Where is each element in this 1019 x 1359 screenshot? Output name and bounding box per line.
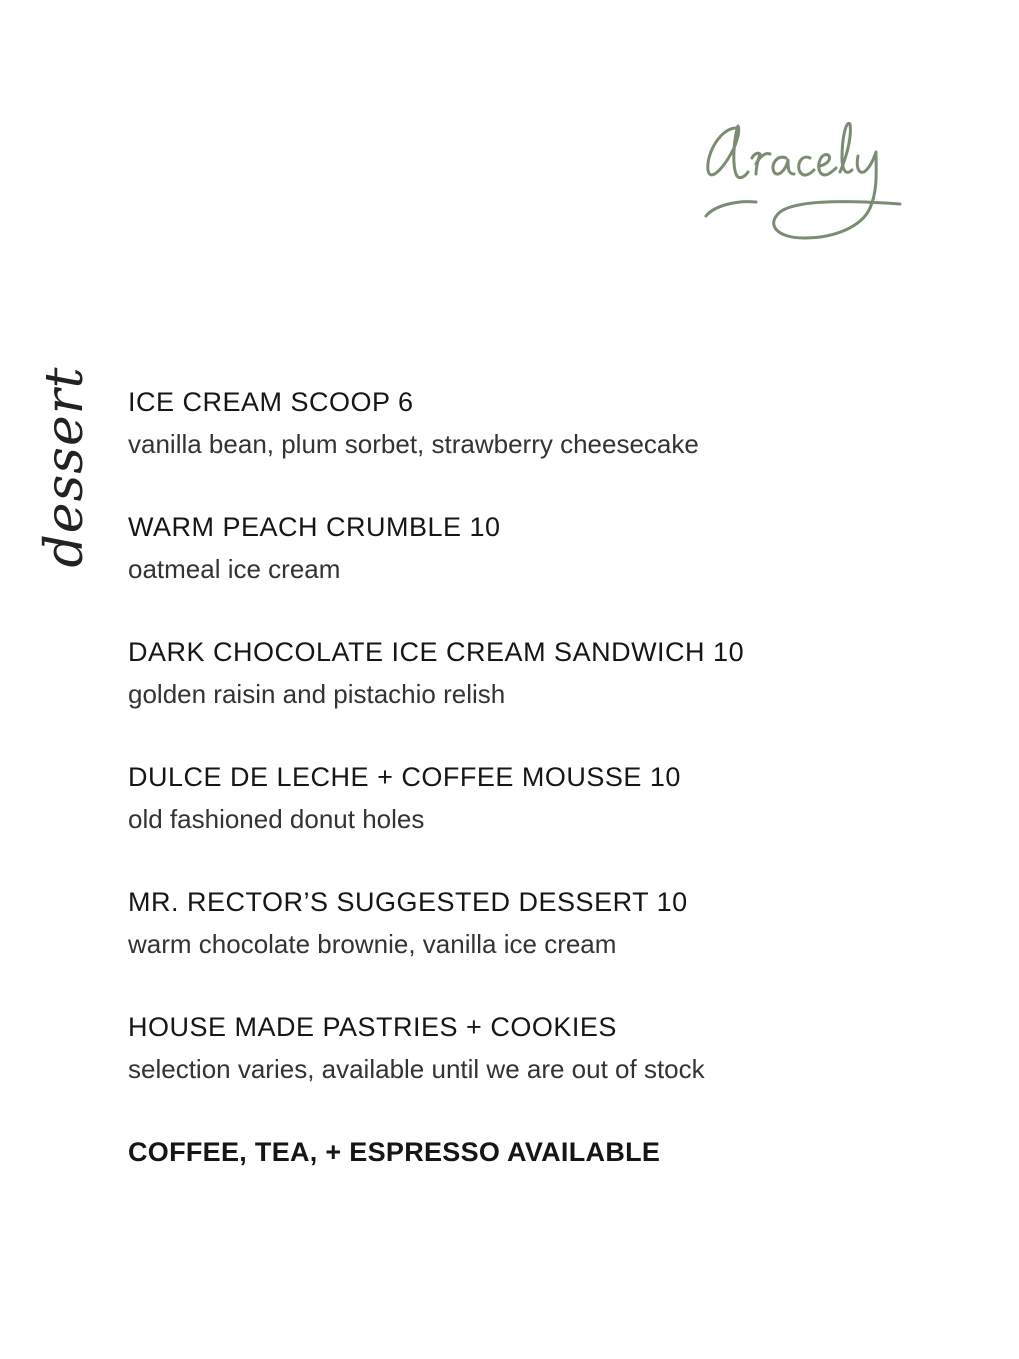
item-description: selection varies, available until we are out of stock	[128, 1054, 705, 1084]
menu-item	[128, 759, 928, 884]
menu-item	[128, 384, 928, 509]
item-description: warm chocolate brownie, vanilla ice cream	[128, 929, 617, 959]
menu-item	[128, 509, 928, 634]
dessert-menu	[128, 384, 928, 1170]
item-description: golden raisin and pistachio relish	[128, 679, 506, 709]
item-name: WARM PEACH CRUMBLE 10	[128, 512, 501, 542]
item-name: DARK CHOCOLATE ICE CREAM SANDWICH 10	[128, 637, 745, 667]
item-name: ICE CREAM SCOOP 6	[128, 387, 414, 417]
item-name: HOUSE MADE PASTRIES + COOKIES	[128, 1012, 617, 1042]
script-logo-icon	[696, 108, 916, 248]
item-name: MR. RECTOR’S SUGGESTED DESSERT 10	[128, 887, 688, 917]
menu-item	[128, 634, 928, 759]
beverage-note: COFFEE, TEA, + ESPRESSO AVAILABLE	[128, 1137, 661, 1167]
section-label-text: dessert	[35, 366, 95, 568]
menu-item	[128, 884, 928, 1009]
brand-logo	[696, 108, 916, 248]
item-name: DULCE DE LECHE + COFFEE MOUSSE 10	[128, 762, 681, 792]
menu-item	[128, 1009, 928, 1134]
section-label	[20, 366, 110, 568]
item-description: vanilla bean, plum sorbet, strawberry cheesecake	[128, 429, 699, 459]
item-description: old fashioned donut holes	[128, 804, 425, 834]
item-description: oatmeal ice cream	[128, 554, 341, 584]
